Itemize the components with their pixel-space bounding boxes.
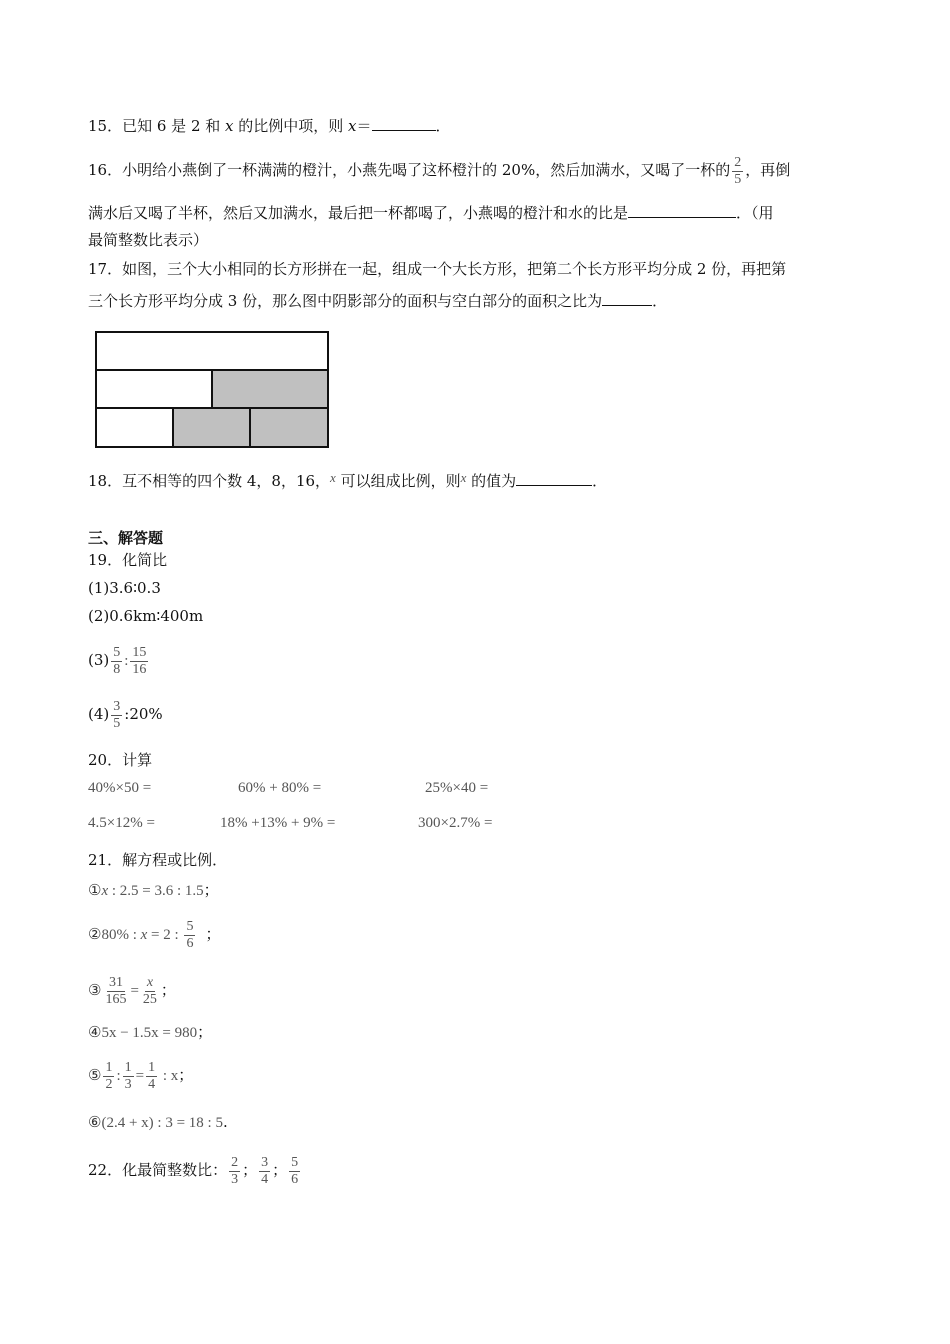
question-16-line3: 最简整数比表示）	[88, 231, 209, 249]
q19-item-1: (1)3.6∶0.3	[88, 579, 161, 597]
rectangle-2-white-part	[96, 370, 212, 408]
q16-line2-b: ．（用	[736, 204, 774, 222]
q15-var: x	[225, 117, 234, 135]
q21-title: 解方程或比例．	[122, 851, 228, 869]
question-20	[88, 750, 152, 770]
question-18	[88, 470, 607, 492]
question-15	[88, 115, 451, 136]
q20-title: 计算	[122, 751, 153, 769]
rectangle-figure	[94, 330, 330, 450]
question-16-line1	[88, 150, 790, 190]
q21-number: 21．	[88, 851, 123, 869]
fraction: $\frac{3}{4}$	[261, 1154, 269, 1187]
q19-title: 化简比	[122, 551, 168, 569]
question-21	[88, 850, 227, 870]
fraction: $\frac{5}{6}$	[186, 918, 194, 951]
punct: .	[222, 1113, 228, 1131]
rectangle-3-white-part	[96, 408, 173, 447]
q16-line2-a: 满水后又喝了半杯，然后又加满水，最后把一杯都喝了，小燕喝的橙汁和水的比是	[88, 204, 629, 222]
equation-expr: 80% :	[101, 927, 141, 943]
equation-3	[88, 970, 176, 1011]
calc-expression: 25%×40 =	[425, 780, 489, 796]
q18-number: 18．	[88, 472, 123, 490]
q18-text-a: 互不相等的四个数 4，8，16，	[122, 472, 331, 490]
q18-end: ．	[592, 472, 608, 490]
circled-number: ④	[88, 1023, 102, 1041]
rectangle-3-shaded-part-2	[250, 408, 328, 447]
punct: ；	[178, 1066, 194, 1084]
separator: ；	[272, 1161, 288, 1179]
rectangle-2-shaded-part	[212, 370, 328, 408]
equals-sign: =	[130, 983, 139, 999]
punct: ；	[160, 981, 176, 999]
q22-title: 化最简整数比：	[122, 1161, 228, 1179]
q17-line2-a: 三个长方形平均分成 3 份，那么图中阴影部分的面积与空白部分的面积之比为	[88, 292, 603, 310]
q15-number: 15．	[88, 117, 123, 135]
calc-expression: 40%×50 =	[88, 780, 152, 796]
q19-item-3: (3) $\frac{5}{8}$ : $\frac{15}{16}$	[88, 644, 147, 677]
fraction: $\frac{3}{5}$	[113, 698, 121, 731]
fraction: $\frac{31}{165}$	[105, 974, 127, 1007]
percent-value: 20%	[129, 705, 163, 723]
calc-expression: 300×2.7% =	[418, 815, 493, 831]
equation-var: x	[101, 883, 109, 899]
equation-expr: 5x − 1.5x = 980	[101, 1025, 198, 1041]
q18-text-c: 的值为	[466, 472, 517, 490]
fraction: $\frac{2}{3}$	[231, 1154, 239, 1187]
q15-end: ．	[435, 117, 451, 135]
punct: ；	[197, 1023, 213, 1041]
q15-text-b: 的比例中项，则	[233, 117, 349, 135]
calc-expression: 18% +13% + 9% =	[220, 815, 336, 831]
q15-text-c: ＝	[356, 117, 372, 135]
q17-line2-b: ．	[652, 292, 668, 310]
question-22	[88, 1150, 302, 1190]
circled-number: ⑤	[88, 1066, 102, 1084]
item-label: (4)	[88, 705, 110, 723]
q17-number: 17．	[88, 260, 123, 278]
fraction: $\frac{15}{16}$	[132, 644, 147, 677]
equation-6	[88, 1112, 228, 1133]
answer-blank[interactable]	[602, 290, 652, 306]
q20-number: 20．	[88, 751, 123, 769]
equation-1	[88, 880, 219, 901]
q18-text-b: 可以组成比例，则	[335, 472, 461, 490]
answer-blank[interactable]	[628, 202, 736, 218]
circled-number: ②	[88, 925, 102, 943]
fraction: $\frac{x}{25}$	[142, 974, 157, 1007]
q19-item-4: (4) $\frac{3}{5}$ :20%	[88, 698, 163, 731]
fraction: $\frac{5}{6}$	[291, 1154, 299, 1187]
q16-line1-a: 小明给小燕倒了一杯满满的橙汁，小燕先喝了这杯橙汁的 20%，然后加满水，又喝了一杯的	[122, 161, 731, 179]
calc-expression: 60% + 80% =	[238, 780, 322, 796]
punct: ；	[203, 881, 219, 899]
answer-blank[interactable]	[516, 470, 592, 486]
separator: ；	[242, 1161, 258, 1179]
question-17-line2	[88, 290, 667, 311]
rectangle-3-shaded-part-1	[173, 408, 250, 447]
fraction: $\frac{1}{2}$	[105, 1059, 113, 1092]
section-heading: 三、解答题	[88, 529, 164, 547]
fraction: $\frac{1}{3}$	[124, 1059, 132, 1092]
circled-number: ③	[88, 981, 102, 999]
equation-5: ⑤ $\frac{1}{2}$ : $\frac{1}{3}$ = $\frac{1}{4}$ : x；	[88, 1059, 194, 1092]
q19-number: 19．	[88, 551, 123, 569]
q17-line1: 如图，三个大小相同的长方形拼在一起，组成一个大长方形，把第二个长方形平均分成 2 份，再把第	[122, 260, 787, 278]
circled-number: ①	[88, 881, 102, 899]
rectangle-1	[96, 332, 328, 370]
equation-4	[88, 1022, 212, 1043]
fraction: $\frac{2}{5}$	[734, 154, 742, 187]
equation-expr: : 2.5 = 3.6 : 1.5	[108, 883, 204, 899]
q18-var: x	[330, 470, 336, 485]
q16-line1-b: ，再倒	[745, 161, 791, 179]
answer-blank[interactable]	[372, 115, 436, 131]
equation-expr: : x	[159, 1068, 179, 1084]
question-19	[88, 550, 167, 570]
item-label: (3)	[88, 651, 110, 669]
q19-item-2: (2)0.6km∶400m	[88, 607, 204, 625]
punct: ；	[205, 925, 221, 943]
calc-expression: 4.5×12% =	[88, 815, 155, 831]
q15-var2: x	[348, 117, 357, 135]
q22-number: 22．	[88, 1161, 123, 1179]
equation-expr: (2.4 + x) : 3 = 18 : 5	[101, 1115, 223, 1131]
fraction: $\frac{1}{4}$	[148, 1059, 156, 1092]
equation-var: x	[140, 927, 148, 943]
equation-2	[88, 914, 220, 955]
equation-expr: = 2 :	[147, 927, 183, 943]
circled-number: ⑥	[88, 1113, 102, 1131]
question-16-line2	[88, 202, 774, 223]
q15-text-a: 已知 6 是 2 和	[122, 117, 226, 135]
q18-var2: x	[460, 470, 467, 485]
question-17-line1	[88, 259, 786, 279]
q16-number: 16．	[88, 161, 123, 179]
fraction: $\frac{5}{8}$	[113, 644, 121, 677]
